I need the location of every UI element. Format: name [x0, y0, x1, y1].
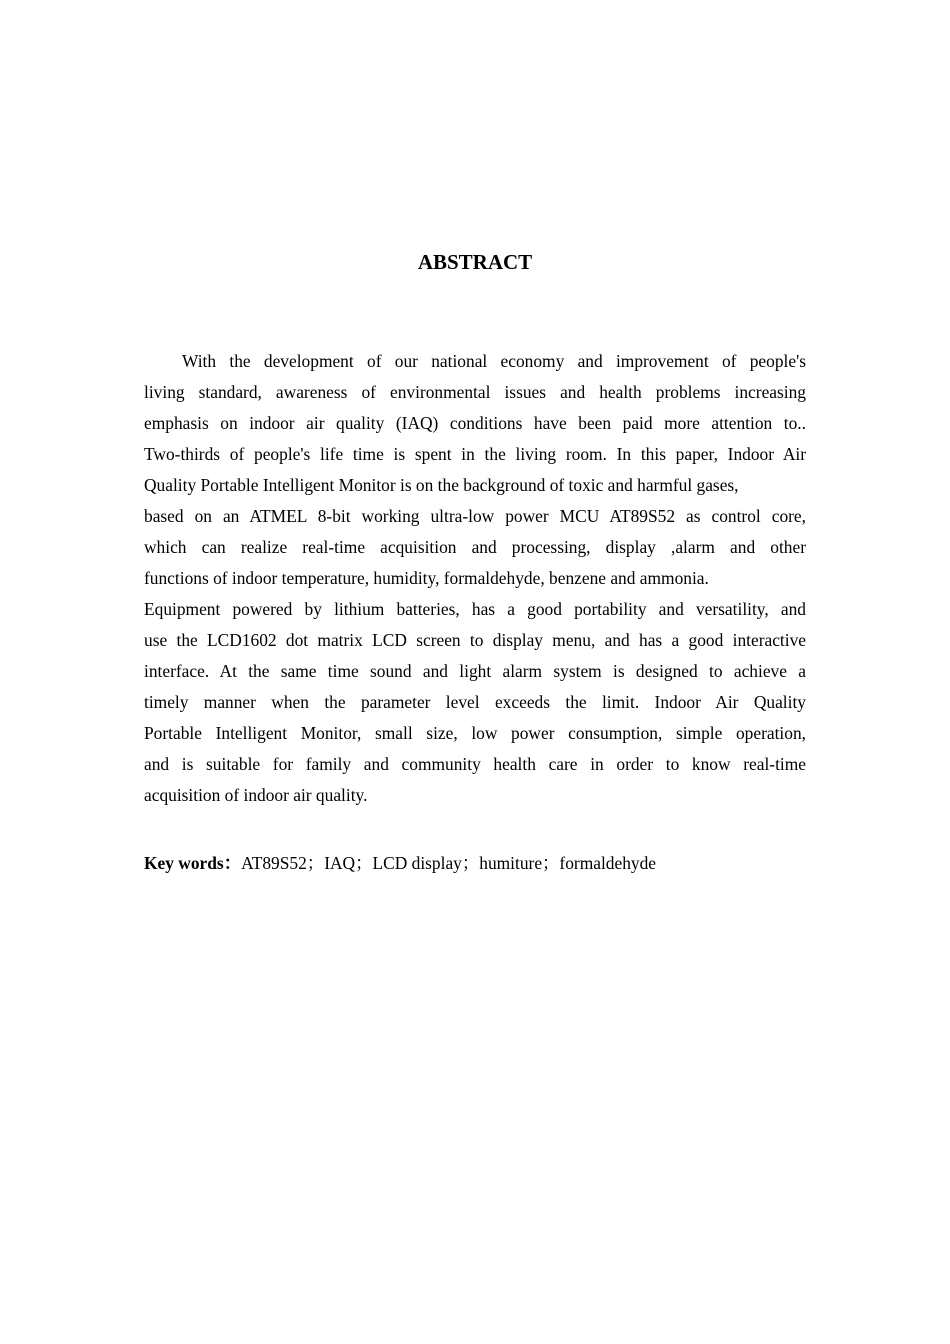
abstract-line: timely manner when the parameter level exceeds the limit. Indoor Air Quality	[144, 692, 806, 712]
abstract-title: ABSTRACT	[417, 250, 533, 274]
abstract-line: acquisition of indoor air quality.	[144, 785, 368, 805]
abstract-line: which can realize real-time acquisition and processing, display ,alarm and other	[144, 537, 806, 557]
abstract-line: and is suitable for family and community health care in order to know real-time	[144, 754, 806, 774]
keywords-line	[144, 848, 656, 879]
abstract-line: Portable Intelligent Monitor, small size, low power consumption, simple operation,	[144, 723, 806, 743]
abstract-line: Equipment powered by lithium batteries, has a good portability and versatility, and	[144, 599, 806, 619]
abstract-line: interface. At the same time sound and light alarm system is designed to achieve a	[144, 661, 806, 681]
abstract-line: With the development of our national economy and improvement of people's	[182, 351, 806, 371]
keywords-label: Key words：	[144, 853, 242, 873]
abstract-line: use the LCD1602 dot matrix LCD screen to display menu, and has a good interactive	[144, 630, 806, 650]
keywords-list: AT89S52；IAQ；LCD display；humiture；formaldehyde	[241, 853, 656, 873]
abstract-line: Two-thirds of people's life time is spent in the living room. In this paper, Indoor Air	[144, 444, 806, 464]
abstract-line: emphasis on indoor air quality (IAQ) conditions have been paid more attention to..	[144, 413, 806, 433]
abstract-line: functions of indoor temperature, humidity, formaldehyde, benzene and ammonia.	[144, 568, 709, 588]
abstract-line: based on an ATMEL 8-bit working ultra-low power MCU AT89S52 as control core,	[144, 506, 806, 526]
abstract-body	[144, 346, 806, 811]
abstract-line: living standard, awareness of environmental issues and health problems increasing	[144, 382, 806, 402]
abstract-line: Quality Portable Intelligent Monitor is on the background of toxic and harmful gases,	[144, 475, 739, 495]
